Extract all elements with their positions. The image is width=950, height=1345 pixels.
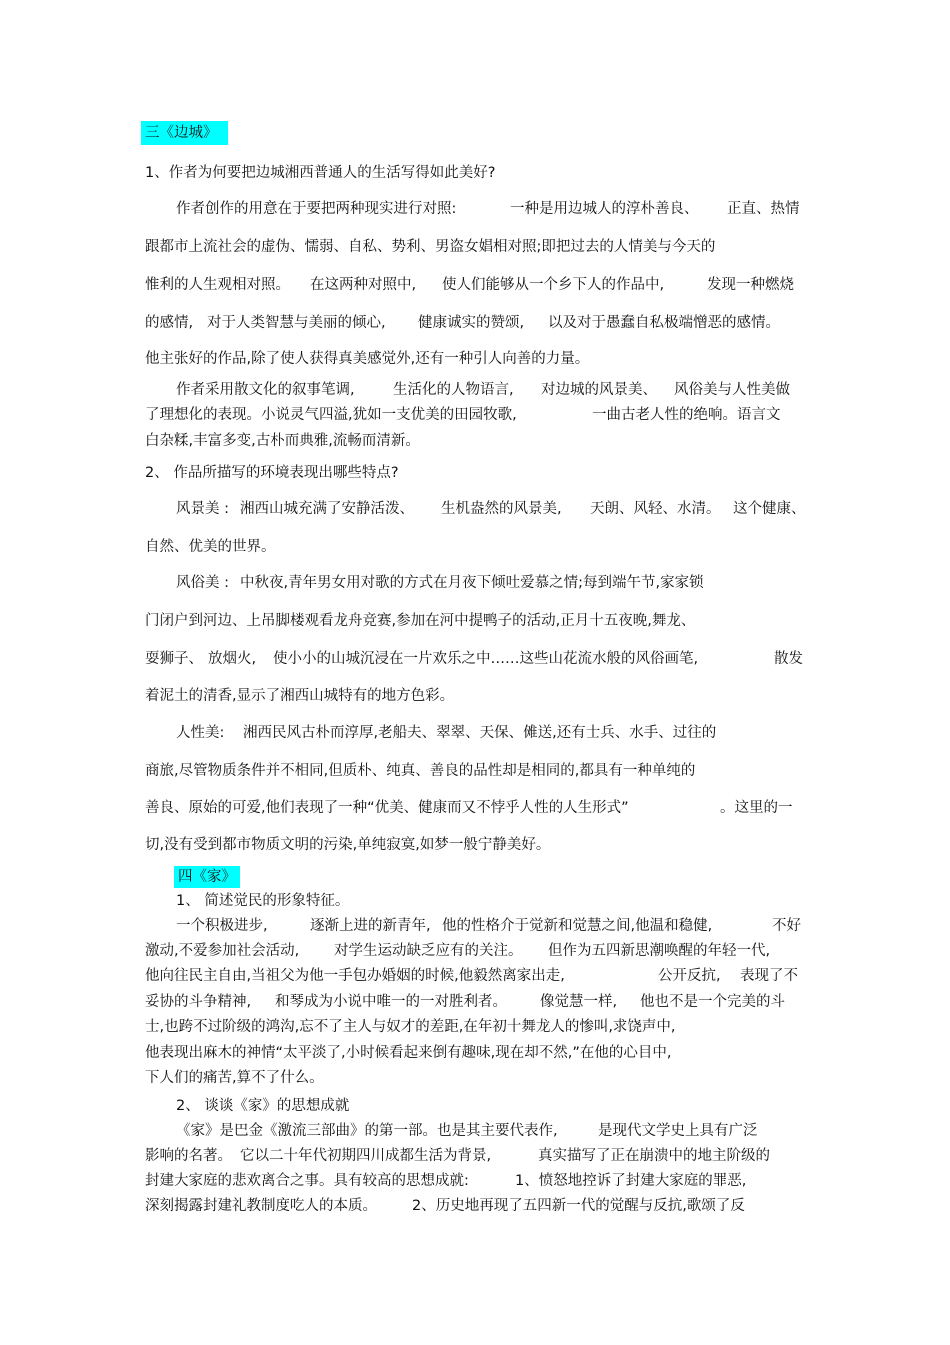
text-fragment: 它以二十年代初期四川成都生活为背景, <box>240 1148 492 1164</box>
text-fragment: 封建大家庭的悲欢离合之事。具有较高的思想成就: <box>145 1173 469 1189</box>
text-fragment: 善良、原始的可爱,他们表现了一种“优美、健康而又不悖乎人性的人生形式” <box>145 800 629 816</box>
text-fragment: 对学生运动缺乏应有的关注。 <box>334 943 523 959</box>
text-fragment: 2、 谈谈《家》的思想成就 <box>176 1098 350 1114</box>
text-fragment: 耍狮子、 <box>145 651 203 667</box>
text-fragment: 门闭户到河边、上吊脚楼观看龙舟竞赛,参加在河中提鸭子的活动,正月十五夜晚,舞龙、 <box>145 613 696 629</box>
text-fragment: 天朗、风轻、水清。 <box>590 501 721 517</box>
text-fragment: 散发 <box>774 651 803 667</box>
text-fragment: 真实描写了正在崩溃中的地主阶级的 <box>538 1148 770 1164</box>
text-fragment: 他的性格介于觉新和觉慧之间,他温和稳健, <box>442 918 713 934</box>
text-fragment: 人性美: <box>176 725 225 741</box>
text-fragment: 在这两种对照中, <box>310 277 417 293</box>
text-fragment: 像觉慧一样, <box>540 994 618 1010</box>
text-fragment: 但作为五四新思潮唤醒的年轻一代, <box>548 943 771 959</box>
text-fragment: 风俗美与人性美做 <box>674 382 790 398</box>
text-fragment: 这个健康、 <box>733 501 806 517</box>
text-fragment: 。这里的一 <box>720 800 793 816</box>
text-fragment: 公开反抗, <box>658 968 721 984</box>
text-fragment: 着泥土的清香,显示了湘西山城特有的地方色彩。 <box>145 688 455 704</box>
text-fragment: 健康诚实的赞颂, <box>418 315 525 331</box>
text-fragment: 对边城的风景美、 <box>541 382 657 398</box>
text-fragment: 2、 作品所描写的环境表现出哪些特点? <box>145 465 399 481</box>
text-fragment: 他主张好的作品,除了使人获得真美感觉外,还有一种引人向善的力量。 <box>145 351 590 367</box>
text-fragment: 他向往民主自由,当祖父为他一手包办婚姻的时候,他毅然离家出走, <box>145 968 565 984</box>
text-fragment: 使人们能够从一个乡下人的作品中, <box>442 277 665 293</box>
text-fragment: 一曲古老人性的绝响。语言文 <box>592 407 781 423</box>
text-fragment: 湘西民风古朴而淳厚,老船夫、翠翠、天保、傩送,还有士兵、水手、过往的 <box>243 725 717 741</box>
text-fragment: 湘西山城充满了安静活泼、 <box>240 501 414 517</box>
text-fragment: 商旅,尽管物质条件并不相同,但质朴、纯真、善良的品性却是相同的,都具有一种单纯的 <box>145 763 696 779</box>
text-fragment: 以及对于愚蠢自私极端憎恶的感情。 <box>548 315 780 331</box>
section-heading-jia: 四《家》 <box>174 866 240 888</box>
text-fragment: 对于人类智慧与美丽的倾心, <box>207 315 386 331</box>
text-fragment: 2、历史地再现了五四新一代的觉醒与反抗,歌颂了反 <box>412 1198 745 1214</box>
text-fragment: 士,也跨不过阶级的鸿沟,忘不了主人与奴才的差距,在年初十舞龙人的惨叫,求饶声中, <box>145 1019 676 1035</box>
text-fragment: 的感情, <box>145 315 194 331</box>
text-fragment: 风景美 : <box>176 501 229 517</box>
text-fragment: 生机盎然的风景美, <box>441 501 562 517</box>
text-fragment: 作者创作的用意在于要把两种现实进行对照: <box>176 201 457 217</box>
text-fragment: 一个积极进步, <box>176 918 268 934</box>
text-fragment: 不好 <box>772 918 801 934</box>
text-fragment: 正直、热情 <box>727 201 800 217</box>
text-fragment: 发现一种燃烧 <box>707 277 794 293</box>
text-fragment: 自然、优美的世界。 <box>145 539 276 555</box>
text-fragment: 跟都市上流社会的虚伪、懦弱、自私、势利、男盗女娼相对照;即把过去的人情美与今天的 <box>145 239 716 255</box>
text-fragment: 他表现出麻木的神情“太平淡了,小时候看起来倒有趣味,现在却不然,”在他的心目中, <box>145 1045 672 1061</box>
text-fragment: 风俗美 : <box>176 575 229 591</box>
text-fragment: 深刻揭露封建礼教制度吃人的本质。 <box>145 1198 377 1214</box>
text-fragment: 激动,不爱参加社会活动, <box>145 943 300 959</box>
text-fragment: 1、愤怒地控诉了封建大家庭的罪恶, <box>515 1173 747 1189</box>
text-fragment: 《家》是巴金《激流三部曲》的第一部。也是其主要代表作, <box>176 1123 558 1139</box>
text-fragment: 1、 简述觉民的形象特征。 <box>176 893 350 909</box>
text-fragment: 下人们的痛苦,算不了什么。 <box>145 1070 324 1086</box>
text-fragment: 切,没有受到都市物质文明的污染,单纯寂寞,如梦一般宁静美好。 <box>145 837 551 853</box>
text-fragment: 生活化的人物语言, <box>393 382 514 398</box>
text-fragment: 白杂糅,丰富多变,古朴而典雅,流畅而清新。 <box>145 433 420 449</box>
text-fragment: 惟利的人生观相对照。 <box>145 277 290 293</box>
text-fragment: 他也不是一个完美的斗 <box>640 994 785 1010</box>
text-fragment: 1、作者为何要把边城湘西普通人的生活写得如此美好? <box>145 165 496 181</box>
text-fragment: 使小小的山城沉浸在一片欢乐之中……这些山花流水般的风俗画笔, <box>273 651 699 667</box>
text-fragment: 放烟火, <box>208 651 257 667</box>
section-heading-biancheng: 三《边城》 <box>141 121 228 145</box>
text-fragment: 和琴成为小说中唯一的一对胜利者。 <box>275 994 507 1010</box>
text-fragment: 是现代文学史上具有广泛 <box>598 1123 758 1139</box>
text-fragment: 影响的名著。 <box>145 1148 232 1164</box>
text-fragment: 逐渐上进的新青年, <box>310 918 431 934</box>
text-fragment: 一种是用边城人的淳朴善良、 <box>510 201 699 217</box>
text-fragment: 中秋夜,青年男女用对歌的方式在月夜下倾吐爱慕之情;每到端午节,家家锁 <box>240 575 704 591</box>
text-fragment: 了理想化的表现。小说灵气四溢,犹如一支优美的田园牧歌, <box>145 407 517 423</box>
text-fragment: 表现了不 <box>740 968 798 984</box>
text-fragment: 妥协的斗争精神, <box>145 994 252 1010</box>
text-fragment: 作者采用散文化的叙事笔调, <box>176 382 355 398</box>
